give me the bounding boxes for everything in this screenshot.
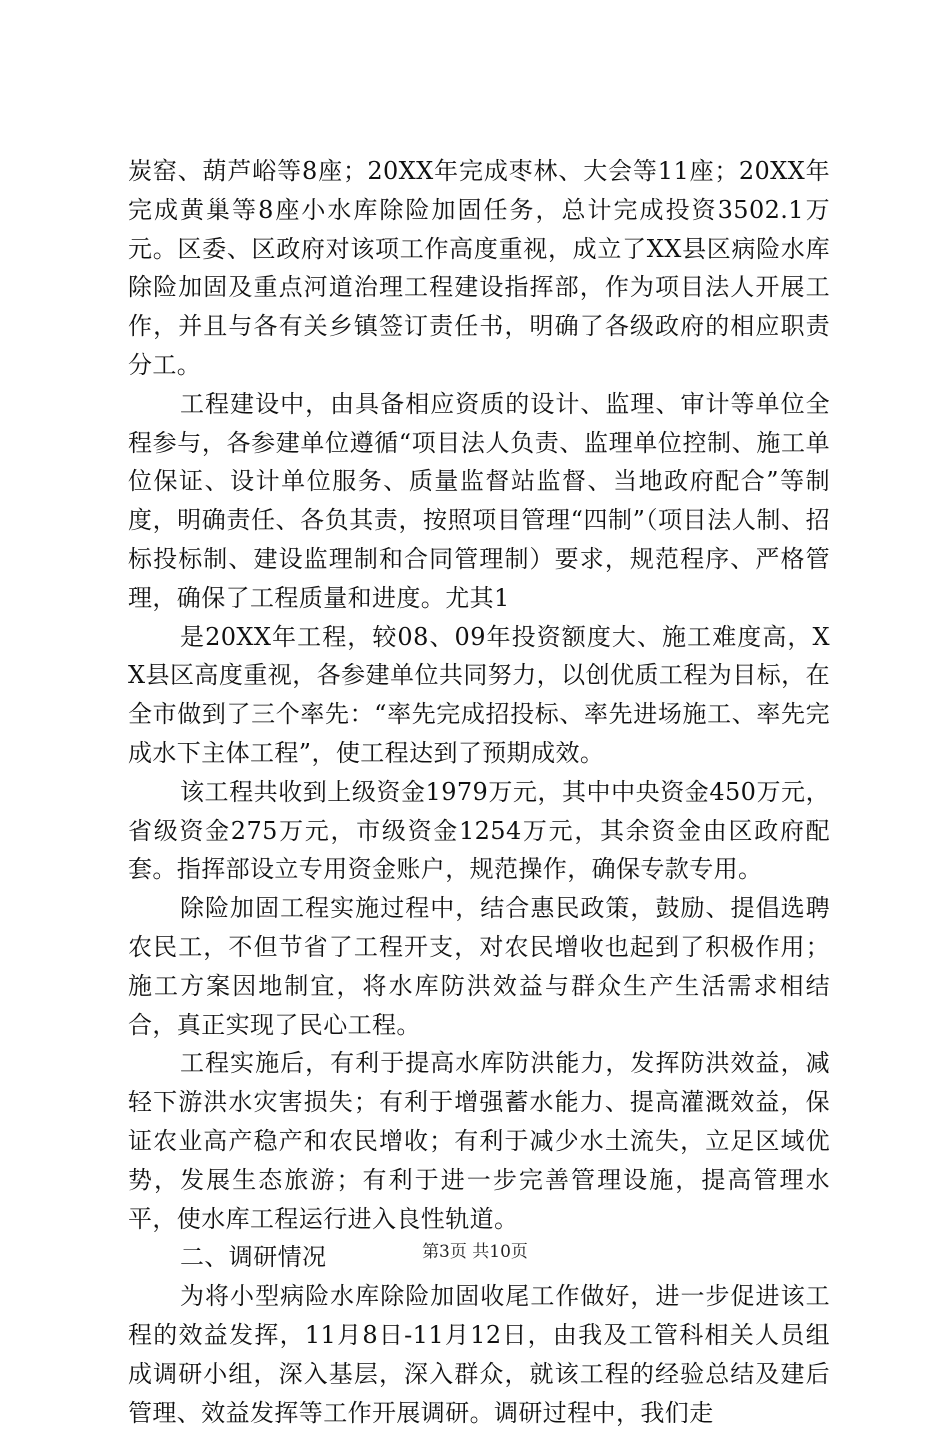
document-body [128, 152, 830, 1432]
section-heading: 二、调研情况 [180, 1243, 327, 1272]
paragraph-7: 为将小型病险水库除险加固收尾工作做好，进一步促进该工程的效益发挥，11月8日-11月12日，由我及工管科相关人员组成调研小组，深入基层，深入群众，就该工程的经验总结及建后管理、效益发挥等工作开展调研。调研过程中，我们走 [128, 1282, 830, 1427]
paragraph-4: 该工程共收到上级资金1979万元，其中中央资金450万元，省级资金275万元，市级资金1254万元，其余资金由区政府配套。指挥部设立专用资金账户，规范操作，确保专款专用。 [128, 777, 830, 884]
paragraph-3: 是20XX年工程，较08、09年投资额度大、施工难度高，XX县区高度重视，各参建单位共同努力，以创优质工程为目标，在全市做到了三个率先：“率先完成招投标、率先进场施工、率先完成水下主体工程”，使工程达到了预期成效。 [128, 622, 830, 767]
paragraph-6: 工程实施后，有利于提高水库防洪能力，发挥防洪效益，减轻下游洪水灾害损失；有利于增强蓄水能力、提高灌溉效益，保证农业高产稳产和农民增收；有利于减少水土流失，立足区域优势，发展生态旅游；有利于进一步完善管理设施，提高管理水平，使水库工程运行进入良性轨道。 [128, 1049, 830, 1233]
paragraph-1: 炭窑、葫芦峪等8座；20XX年完成枣林、大会等11座；20XX年完成黄巢等8座小水库除险加固任务，总计完成投资3502.1万元。区委、区政府对该项工作高度重视，成立了XX县区病险水库除险加固及重点河道治理工程建设指挥部，作为项目法人开展工作，并且与各有关乡镇签订责任书，明确了各级政府的相应职责分工。 [128, 157, 830, 379]
paragraph-2: 工程建设中，由具备相应资质的设计、监理、审计等单位全程参与，各参建单位遵循“项目法人负责、监理单位控制、施工单位保证、设计单位服务、质量监督站监督、当地政府配合”等制度，明确责任、各负其责，按照项目管理“四制”（项目法人制、招标投标制、建设监理制和合同管理制）要求，规范程序、严格管理，确保了工程质量和进度。尤其1 [128, 389, 830, 612]
page-number-footer: 第3页 共10页 [422, 1242, 528, 1262]
paragraph-5: 除险加固工程实施过程中，结合惠民政策，鼓励、提倡选聘农民工，不但节省了工程开支，对农民增收也起到了积极作用；施工方案因地制宜，将水库防洪效益与群众生产生活需求相结合，真正实现了民心工程。 [128, 894, 830, 1039]
